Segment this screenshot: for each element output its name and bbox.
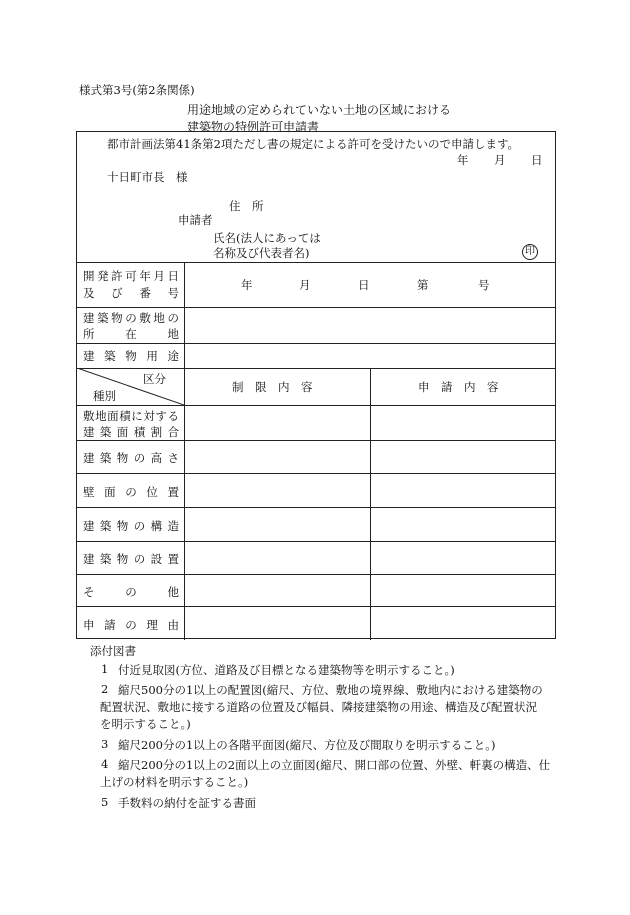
- application-content-header: 申 請 内 容: [418, 380, 499, 394]
- application-statement: 都市計画法第41条第2項ただし書の規定による許可を受けたいので申請します。: [107, 137, 520, 151]
- row-divider: [77, 343, 555, 344]
- permit-date-label-line2: 及 び 番 号: [83, 286, 179, 300]
- content-column-divider: [370, 368, 371, 640]
- site-location-label-line1: 建築物の敷地の: [83, 311, 179, 325]
- building-use-label: 建 築 物 用 途: [83, 349, 179, 363]
- shubetsu-label: 種別: [93, 389, 116, 403]
- site-location-label-line2: 所 在 地: [83, 327, 179, 341]
- permit-day-label: 日: [358, 278, 370, 292]
- attachment-item-2-line2: 配置状況、敷地に接する道路の位置及び幅員、隣接建築物の用途、構造及び配置状況: [100, 700, 537, 714]
- attachment-item-2-line3: を明示すること。): [100, 717, 191, 731]
- row-divider: [77, 507, 555, 508]
- attachment-number: 4: [101, 757, 109, 771]
- category-row-coverage-line1: 敷地面積に対する: [83, 409, 179, 423]
- applicant-label: 申請者: [178, 213, 213, 227]
- row-divider: [77, 307, 555, 308]
- address-label: 住 所: [229, 199, 264, 213]
- category-row-other: そ の 他: [83, 585, 179, 599]
- date-day-label: 日: [531, 153, 543, 167]
- attachment-item-3: 縮尺200分の1以上の各階平面図(縮尺、方位及び間取りを明示すること。): [118, 738, 496, 752]
- form-title-line2: 建築物の特例許可申請書: [187, 120, 320, 134]
- attachment-number: 3: [101, 737, 109, 751]
- permit-date-label-line1: 開発許可年月日: [83, 269, 179, 283]
- row-divider: [77, 606, 555, 607]
- row-divider: [77, 541, 555, 542]
- attachment-number: 5: [101, 795, 109, 809]
- row-divider: [77, 440, 555, 441]
- permit-month-label: 月: [299, 278, 311, 292]
- attachment-item-1: 付近見取図(方位、道路及び目標となる建築物等を明示すること。): [118, 663, 455, 677]
- date-year-label: 年: [457, 153, 469, 167]
- row-divider: [77, 262, 555, 263]
- category-row-wall-position: 壁面の位置: [83, 485, 179, 499]
- attachment-item-5: 手数料の納付を証する書面: [118, 796, 256, 810]
- row-divider: [77, 574, 555, 575]
- category-row-structure: 建築物の構造: [83, 519, 179, 533]
- attachment-item-4-line1: 縮尺200分の1以上の2面以上の立面図(縮尺、開口部の位置、外壁、軒裏の構造、仕: [118, 758, 551, 772]
- attachment-number: 2: [101, 682, 109, 696]
- attachment-item-2-line1: 縮尺500分の1以上の配置図(縮尺、方位、敷地の境界線、敷地内における建築物の: [118, 683, 543, 697]
- row-divider: [77, 473, 555, 474]
- category-row-height: 建築物の高さ: [83, 451, 179, 465]
- row-divider: [77, 405, 555, 406]
- category-row-reason: 申請の理由: [83, 618, 179, 632]
- seal-mark: 印: [522, 244, 538, 260]
- name-label-line1: 氏名(法人にあっては: [213, 231, 321, 245]
- form-number: 様式第3号(第2条関係): [79, 83, 195, 97]
- attachment-item-4-line2: 上げの材料を明示すること。): [100, 775, 249, 789]
- date-month-label: 月: [494, 153, 506, 167]
- addressee: 十日町市長 様: [107, 170, 188, 184]
- application-form-table: [76, 131, 556, 639]
- name-label-line2: 名称及び代表者名): [213, 246, 310, 260]
- category-row-installation: 建築物の設置: [83, 552, 179, 566]
- restriction-content-header: 制 限 内 容: [232, 380, 313, 394]
- permit-dai-label: 第: [417, 278, 429, 292]
- kubun-label: 区分: [143, 372, 166, 386]
- permit-year-label: 年: [241, 278, 253, 292]
- permit-gou-label: 号: [478, 278, 490, 292]
- attachments-title: 添付図書: [90, 644, 136, 658]
- label-column-divider: [184, 262, 185, 640]
- category-row-coverage-line2: 建築面積割合: [83, 425, 179, 439]
- form-title-line1: 用途地域の定められていない土地の区域における: [187, 103, 452, 117]
- attachment-number: 1: [101, 662, 109, 676]
